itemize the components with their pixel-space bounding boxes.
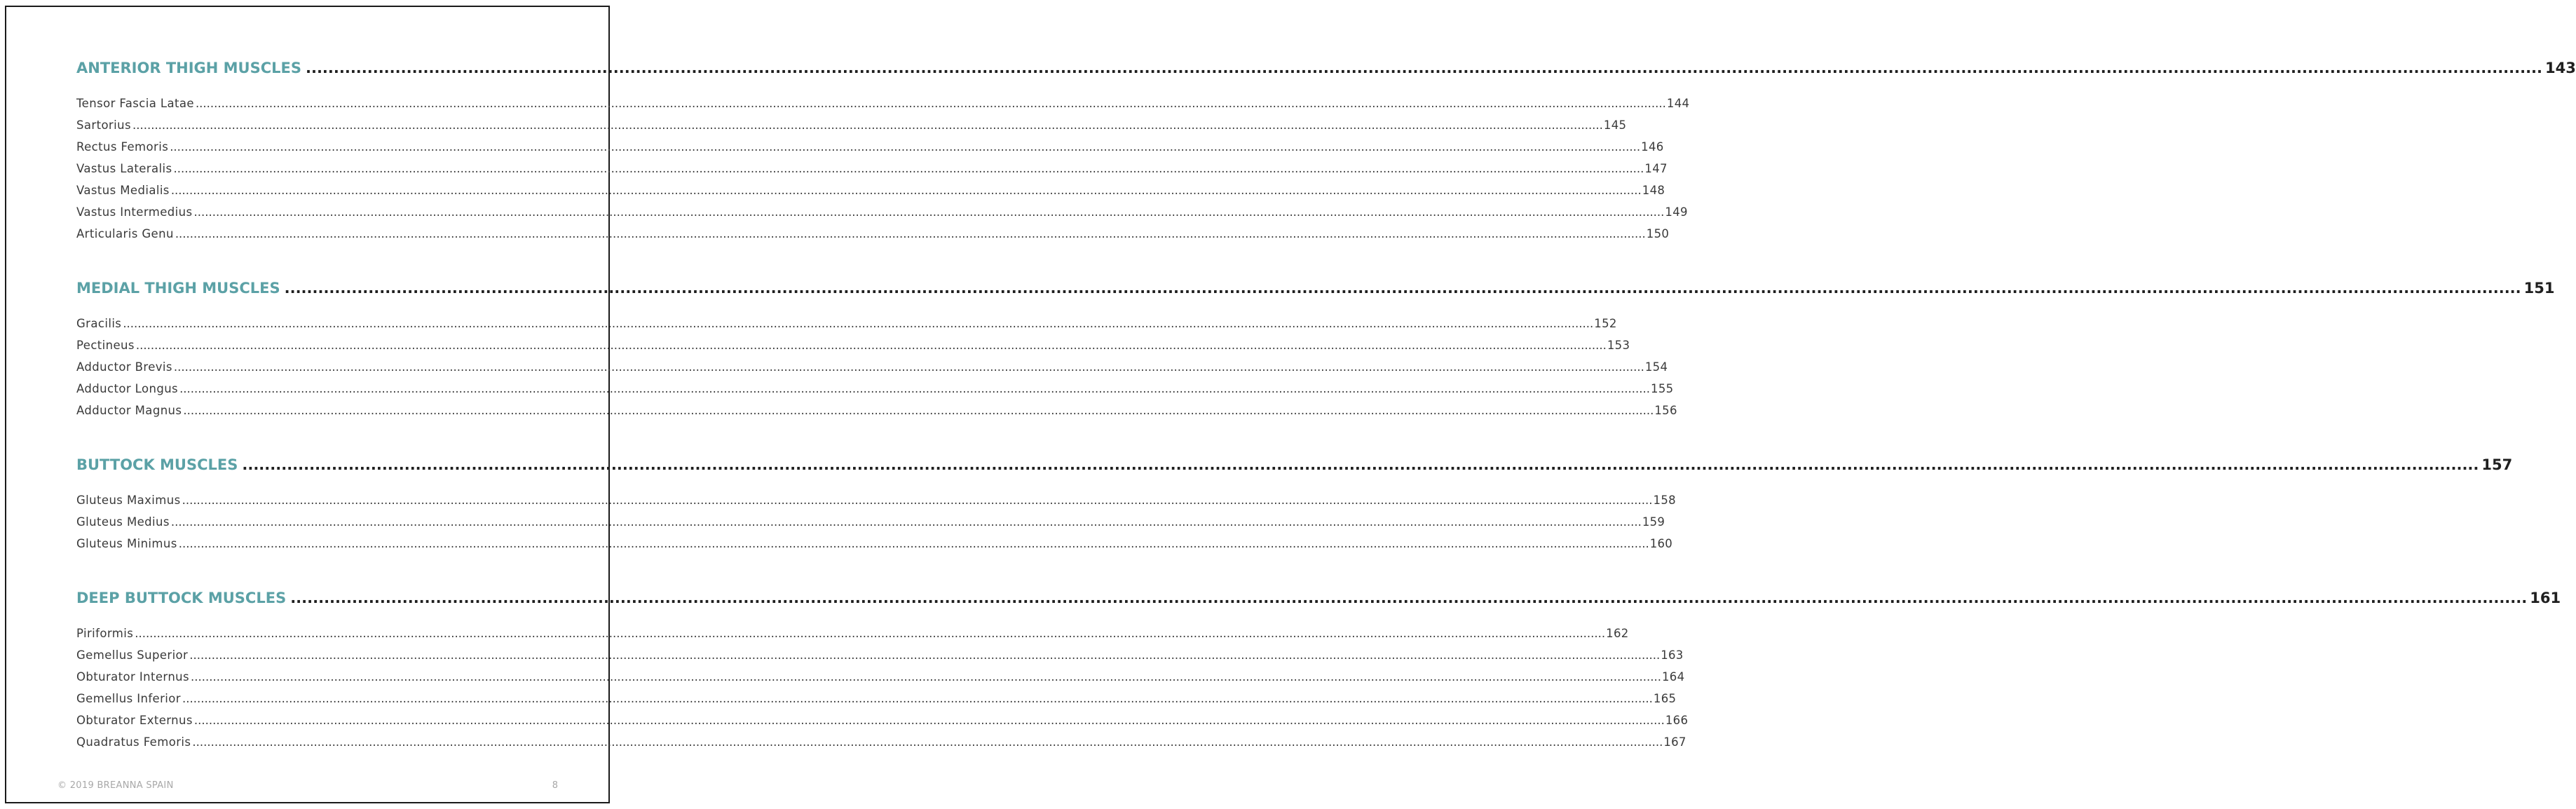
entry-title: Obturator Externus	[76, 714, 193, 727]
dot-leader: ................................................................................................................................................................................................................................................................................................................................................................................................................	[123, 317, 1594, 330]
entry-title: Adductor Magnus	[76, 404, 182, 417]
toc-entry[interactable]	[76, 494, 1676, 515]
section-title: DEEP BUTTOCK MUSCLES	[76, 590, 287, 606]
dot-leader: ................................................................................................................................................................................................................................................................................................................................................................................................................	[182, 494, 1653, 507]
entry-title: Gemellus Inferior	[76, 692, 181, 705]
toc-entry[interactable]	[76, 404, 1677, 426]
dot-leader: ................................................................................................................................................................................................................................................................................................................................................................................................................	[242, 456, 2479, 473]
toc-entry[interactable]	[76, 162, 1668, 184]
dot-leader: ................................................................................................................................................................................................................................................................................................................................................................................................................	[191, 670, 1661, 684]
dot-leader: ................................................................................................................................................................................................................................................................................................................................................................................................................	[170, 140, 1641, 154]
entry-page-number: 145	[1603, 118, 1627, 132]
section-title: BUTTOCK MUSCLES	[76, 456, 238, 473]
dot-leader: ................................................................................................................................................................................................................................................................................................................................................................................................................	[173, 360, 1644, 374]
entry-title: Gluteus Medius	[76, 515, 170, 529]
section-page-number: 161	[2530, 590, 2561, 606]
entry-title: Gluteus Minimus	[76, 537, 177, 550]
entry-page-number: 153	[1607, 339, 1630, 352]
toc-entry[interactable]	[76, 537, 1673, 559]
toc-entry[interactable]	[76, 360, 1668, 382]
entry-page-number: 147	[1644, 162, 1668, 175]
entry-title: Pectineus	[76, 339, 135, 352]
entry-title: Gluteus Maximus	[76, 494, 181, 507]
section-page-number: 157	[2481, 456, 2513, 473]
entry-page-number: 148	[1642, 184, 1665, 197]
entry-list	[76, 627, 1689, 757]
section-heading[interactable]	[76, 268, 2555, 310]
entry-page-number: 152	[1594, 317, 1617, 330]
dot-leader: ................................................................................................................................................................................................................................................................................................................................................................................................................	[132, 118, 1603, 132]
entry-page-number: 163	[1661, 648, 1684, 662]
entry-title: Vastus Intermedius	[76, 205, 193, 219]
dot-leader: ................................................................................................................................................................................................................................................................................................................................................................................................................	[173, 162, 1644, 175]
entry-page-number: 144	[1666, 97, 1690, 110]
section-heading[interactable]	[76, 444, 2513, 487]
dot-leader: ................................................................................................................................................................................................................................................................................................................................................................................................................	[135, 339, 1607, 352]
dot-leader: ................................................................................................................................................................................................................................................................................................................................................................................................................	[195, 97, 1666, 110]
entry-page-number: 154	[1644, 360, 1668, 374]
entry-page-number: 150	[1646, 227, 1670, 240]
toc-entry[interactable]	[76, 627, 1629, 648]
dot-leader: ................................................................................................................................................................................................................................................................................................................................................................................................................	[306, 60, 2543, 76]
dot-leader: ................................................................................................................................................................................................................................................................................................................................................................................................................	[193, 205, 1665, 219]
entry-title: Rectus Femoris	[76, 140, 169, 154]
entry-page-number: 167	[1663, 735, 1686, 749]
entry-title: Sartorius	[76, 118, 131, 132]
toc-entry[interactable]	[76, 670, 1685, 692]
dot-leader: ................................................................................................................................................................................................................................................................................................................................................................................................................	[178, 537, 1649, 550]
toc-entry[interactable]	[76, 317, 1617, 339]
toc-entry[interactable]	[76, 714, 1689, 735]
section-heading[interactable]	[76, 578, 2561, 620]
toc-entry[interactable]	[76, 648, 1684, 670]
section-title: ANTERIOR THIGH MUSCLES	[76, 60, 301, 76]
entry-title: Gemellus Superior	[76, 648, 189, 662]
entry-page-number: 156	[1654, 404, 1677, 417]
entry-title: Gracilis	[76, 317, 122, 330]
entry-list	[76, 317, 1677, 426]
section-page-number: 143	[2545, 60, 2576, 76]
dot-leader: ................................................................................................................................................................................................................................................................................................................................................................................................................	[179, 382, 1651, 395]
toc-entry[interactable]	[76, 205, 1688, 227]
entry-page-number: 165	[1653, 692, 1677, 705]
toc-section	[76, 444, 2513, 559]
entry-page-number: 166	[1665, 714, 1689, 727]
dot-leader: ................................................................................................................................................................................................................................................................................................................................................................................................................	[170, 184, 1642, 197]
toc-entry[interactable]	[76, 118, 1627, 140]
entry-title: Articularis Genu	[76, 227, 174, 240]
table-of-contents	[76, 48, 2576, 757]
entry-title: Adductor Brevis	[76, 360, 172, 374]
toc-section	[76, 48, 2576, 249]
toc-entry[interactable]	[76, 692, 1677, 714]
toc-entry[interactable]	[76, 184, 1665, 205]
toc-entry[interactable]	[76, 515, 1665, 537]
entry-title: Vastus Medialis	[76, 184, 170, 197]
entry-page-number: 158	[1653, 494, 1676, 507]
dot-leader: ................................................................................................................................................................................................................................................................................................................................................................................................................	[182, 692, 1653, 705]
dot-leader: ................................................................................................................................................................................................................................................................................................................................................................................................................	[175, 227, 1646, 240]
toc-entry[interactable]	[76, 339, 1630, 360]
footer-copyright: © 2019 BREANNA SPAIN	[57, 780, 174, 791]
entry-list	[76, 494, 1676, 559]
entry-page-number: 149	[1665, 205, 1688, 219]
toc-entry[interactable]	[76, 227, 1670, 249]
entry-page-number: 155	[1651, 382, 1674, 395]
toc-entry[interactable]	[76, 735, 1686, 757]
entry-title: Obturator Internus	[76, 670, 190, 684]
dot-leader: ................................................................................................................................................................................................................................................................................................................................................................................................................	[135, 627, 1606, 640]
document-page	[5, 6, 2576, 803]
dot-leader: ................................................................................................................................................................................................................................................................................................................................................................................................................	[183, 404, 1654, 417]
section-page-number: 151	[2523, 280, 2555, 297]
entry-list	[76, 97, 1690, 249]
section-heading[interactable]	[76, 48, 2576, 90]
dot-leader: ................................................................................................................................................................................................................................................................................................................................................................................................................	[290, 590, 2528, 606]
toc-entry[interactable]	[76, 382, 1674, 404]
entry-page-number: 164	[1661, 670, 1685, 684]
section-title: MEDIAL THIGH MUSCLES	[76, 280, 280, 297]
dot-leader: ................................................................................................................................................................................................................................................................................................................................................................................................................	[170, 515, 1642, 529]
entry-page-number: 160	[1649, 537, 1673, 550]
toc-section	[76, 268, 2555, 426]
footer-page-number: 8	[552, 780, 558, 791]
toc-entry[interactable]	[76, 140, 1664, 162]
entry-page-number: 146	[1641, 140, 1664, 154]
entry-title: Adductor Longus	[76, 382, 179, 395]
entry-title: Piriformis	[76, 627, 134, 640]
entry-page-number: 162	[1606, 627, 1629, 640]
dot-leader: ................................................................................................................................................................................................................................................................................................................................................................................................................	[192, 735, 1663, 749]
entry-title: Tensor Fascia Latae	[76, 97, 194, 110]
entry-title: Vastus Lateralis	[76, 162, 172, 175]
toc-entry[interactable]	[76, 97, 1690, 118]
entry-page-number: 159	[1642, 515, 1665, 529]
toc-section	[76, 578, 2561, 757]
dot-leader: ................................................................................................................................................................................................................................................................................................................................................................................................................	[189, 648, 1661, 662]
dot-leader: ................................................................................................................................................................................................................................................................................................................................................................................................................	[193, 714, 1665, 727]
entry-title: Quadratus Femoris	[76, 735, 191, 749]
dot-leader: ................................................................................................................................................................................................................................................................................................................................................................................................................	[284, 280, 2521, 297]
